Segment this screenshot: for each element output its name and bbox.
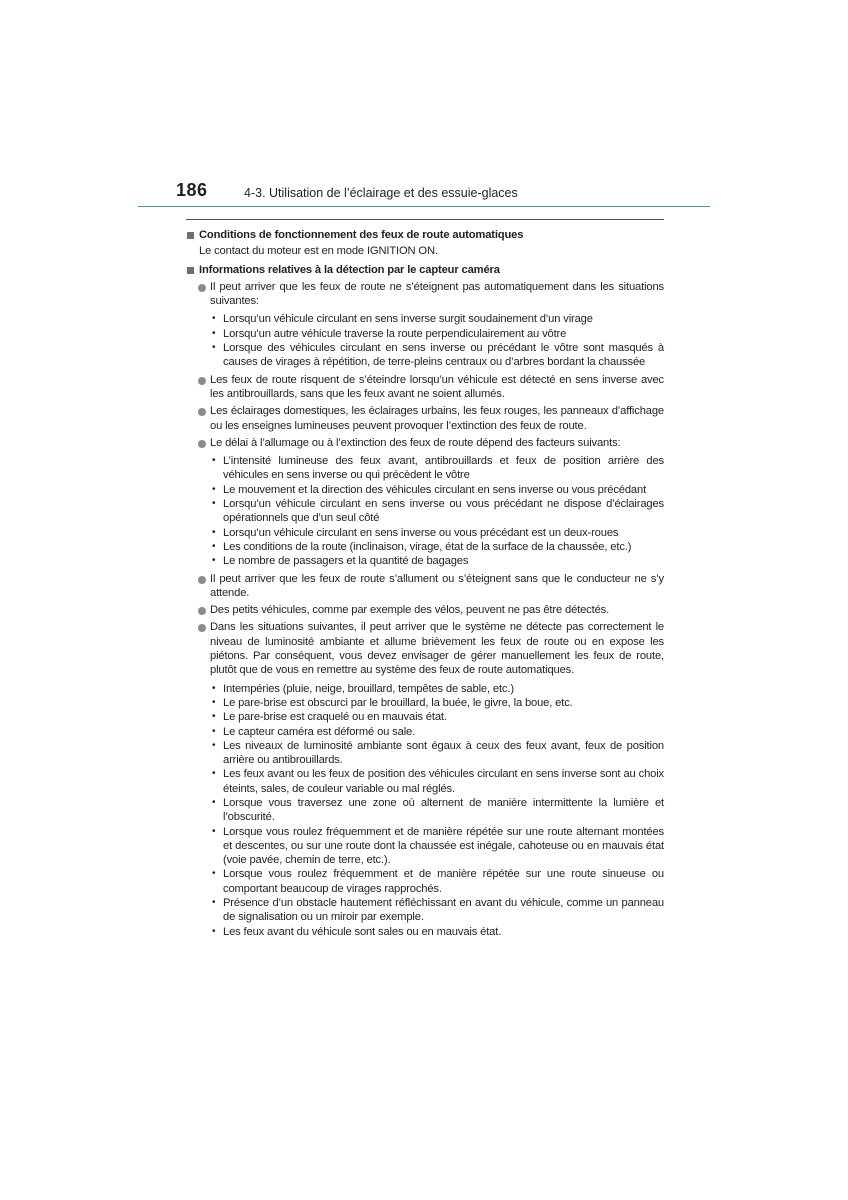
list-item-text: Les feux de route risquent de s’éteindre lorsqu’un véhicule est détecté en sens inverse avec les antibrouillards, sans que les feux avant ne soient allumés. [210,373,664,400]
sub-list-item-text: Lorsqu’un véhicule circulant en sens inverse ou vous précédant est un deux-roues [223,526,619,539]
sub-list-item-text: Les niveaux de luminosité ambiante sont égaux à ceux des feux avant, feux de position arrière ou antibrouillards. [223,739,664,767]
sub-list-item-text: Lorsque des véhicules circulant en sens inverse ou précédant le vôtre sont masqués à causes de virages à répétition, de terre-pleins centraux ou d’arbres bordant la chaussée [223,342,664,369]
bullet-dot-icon: • [212,868,216,880]
bullet-dot-icon: • [212,711,216,723]
square-bullet-icon [187,232,194,239]
sub-list-item [210,341,664,370]
sub-list-item [210,725,664,739]
section-heading [186,263,664,277]
circle-bullet-icon [198,607,206,615]
sub-list-item [210,327,664,341]
content-top-rule [186,219,664,220]
sub-list-item-text: Lorsque vous traversez une zone où alternent de manière intermittente la lumière et l’obscurité. [223,796,664,824]
page-content [186,227,664,941]
list-item-text: Il peut arriver que les feux de route ne s’éteignent pas automatiquement dans les situations suivantes: [210,280,664,308]
bullet-dot-icon: • [212,768,216,780]
circle-bullet-icon [198,576,206,584]
bullet-dot-icon: • [212,696,216,708]
sub-list-item [210,540,664,554]
list-item-text: Dans les situations suivantes, il peut arriver que le système ne détecte pas correctement le niveau de luminosité ambiante et allume brièvement les feux de route ou en expose les piétons. Par conséquent, vous devez envisager de gérer manuellement les feux de route, plutôt que de vous en remettre au système des feux de route automatiques. [210,621,664,677]
sub-list-item [210,896,664,925]
bullet-list [186,280,664,939]
bullet-dot-icon: • [212,455,216,467]
list-item-text: Il peut arriver que les feux de route s’allument ou s’éteignent sans que le conducteur ne s’y attende. [210,572,664,599]
bullet-dot-icon: • [212,540,216,552]
bullet-dot-icon: • [212,897,216,909]
section-heading-text: Conditions de fonctionnement des feux de route automatiques [199,229,524,241]
sub-list-item-text: Le nombre de passagers et la quantité de bagages [223,555,469,568]
sub-list [210,312,664,369]
bullet-dot-icon: • [212,498,216,510]
bullet-dot-icon: • [212,725,216,737]
sub-list-item [210,796,664,825]
list-item [186,436,664,569]
sub-list-item [210,925,664,939]
list-item-text: Des petits véhicules, comme par exemple des vélos, peuvent ne pas être détectés. [210,604,610,617]
sub-list-item-text: Présence d’un obstacle hautement réfléchissant en avant du véhicule, comme un panneau de signalisation ou un miroir par exemple. [223,897,664,924]
bullet-dot-icon: • [212,796,216,808]
sub-list-item [210,739,664,768]
sub-list-item-text: Les conditions de la route (inclinaison, virage, état de la surface de la chaussée, etc.) [223,540,632,553]
page-number: 186 [176,180,208,200]
sub-list-item [210,767,664,796]
list-item [186,404,664,433]
circle-bullet-icon [198,624,206,632]
sub-list-item-text: Les feux avant du véhicule sont sales ou en mauvais état. [223,925,502,938]
sub-list [210,454,664,568]
bullet-dot-icon: • [212,327,216,339]
sub-list-item [210,497,664,526]
paragraph: Le contact du moteur est en mode IGNITION ON. [199,245,438,258]
page-header [0,0,848,210]
sub-list-item [210,554,664,568]
section-heading [186,228,664,242]
sub-list-item [210,682,664,696]
square-bullet-icon [187,267,194,274]
bullet-dot-icon: • [212,682,216,694]
list-item [186,280,664,370]
sub-list-item-text: Lorsqu’un véhicule circulant en sens inverse ou vous précédant ne dispose d’éclairages opérationnels que d’un seul côté [223,498,664,525]
sub-list-item-text: Lorsque vous roulez fréquemment et de manière répétée sur une route alternant montées et descentes, ou sur une route dont la chaussée est inégale, cahoteuse ou en mauvais état (voie pavée, chemin de terre, etc.). [223,825,664,867]
sub-list-item-text: Les feux avant ou les feux de position des véhicules circulant en sens inverse sont au choix éteints, sales, de couleur variable ou mal réglés. [223,768,664,795]
chapter-title: 4-3. Utilisation de l’éclairage et des essuie-glaces [244,186,518,200]
list-item-text: Le délai à l’allumage ou à l’extinction des feux de route dépend des facteurs suivants: [210,436,621,449]
list-item [186,603,664,617]
section-heading-text: Informations relatives à la détection par le capteur caméra [199,263,500,276]
list-item [186,572,664,601]
bullet-dot-icon: • [212,555,216,567]
sub-list-item [210,454,664,483]
sub-list-item-text: Le capteur caméra est déformé ou sale. [223,725,416,738]
bullet-dot-icon: • [212,825,216,837]
sub-list-item [210,483,664,497]
header-rule [138,206,710,207]
sub-list-item [210,696,664,710]
sub-list-item-text: Lorsqu’un véhicule circulant en sens inverse surgit soudainement d’un virage [223,313,593,326]
circle-bullet-icon [198,440,206,448]
sub-list-item [210,526,664,540]
sub-list-item [210,825,664,868]
bullet-dot-icon: • [212,313,216,325]
bullet-dot-icon: • [212,925,216,937]
bullet-dot-icon: • [212,526,216,538]
bullet-dot-icon: • [212,342,216,354]
sub-list-item-text: Lorsqu’un autre véhicule traverse la route perpendiculairement au vôtre [223,327,567,340]
bullet-dot-icon: • [212,483,216,495]
sub-list-item-text: Le mouvement et la direction des véhicules circulant en sens inverse ou vous précédant [223,483,647,496]
sub-list-item-text: Le pare-brise est craquelé ou en mauvais état. [223,711,447,724]
sub-list-item-text: L’intensité lumineuse des feux avant, antibrouillards et feux de position arrière des véhicules en sens inverse ou qui précèdent le vôtre [223,455,664,482]
circle-bullet-icon [198,377,206,385]
list-item [186,373,664,402]
circle-bullet-icon [198,408,206,416]
sub-list-item [210,710,664,724]
circle-bullet-icon [198,284,206,292]
bullet-dot-icon: • [212,739,216,751]
list-item-text: Les éclairages domestiques, les éclairages urbains, les feux rouges, les panneaux d’affichage ou les enseignes lumineuses peuvent provoquer l’extinction des feux de route. [210,405,664,432]
list-item [186,620,664,939]
sub-list [210,682,664,939]
sub-list-item [210,867,664,896]
sub-list-item-text: Lorsque vous roulez fréquemment et de manière répétée sur une route sinueuse ou comportant beaucoup de virages rapprochés. [223,868,664,895]
sub-list-item-text: Le pare-brise est obscurci par le brouillard, la buée, le givre, la boue, etc. [223,696,573,709]
sub-list-item [210,312,664,326]
sub-list-item-text: Intempéries (pluie, neige, brouillard, tempêtes de sable, etc.) [223,682,514,695]
